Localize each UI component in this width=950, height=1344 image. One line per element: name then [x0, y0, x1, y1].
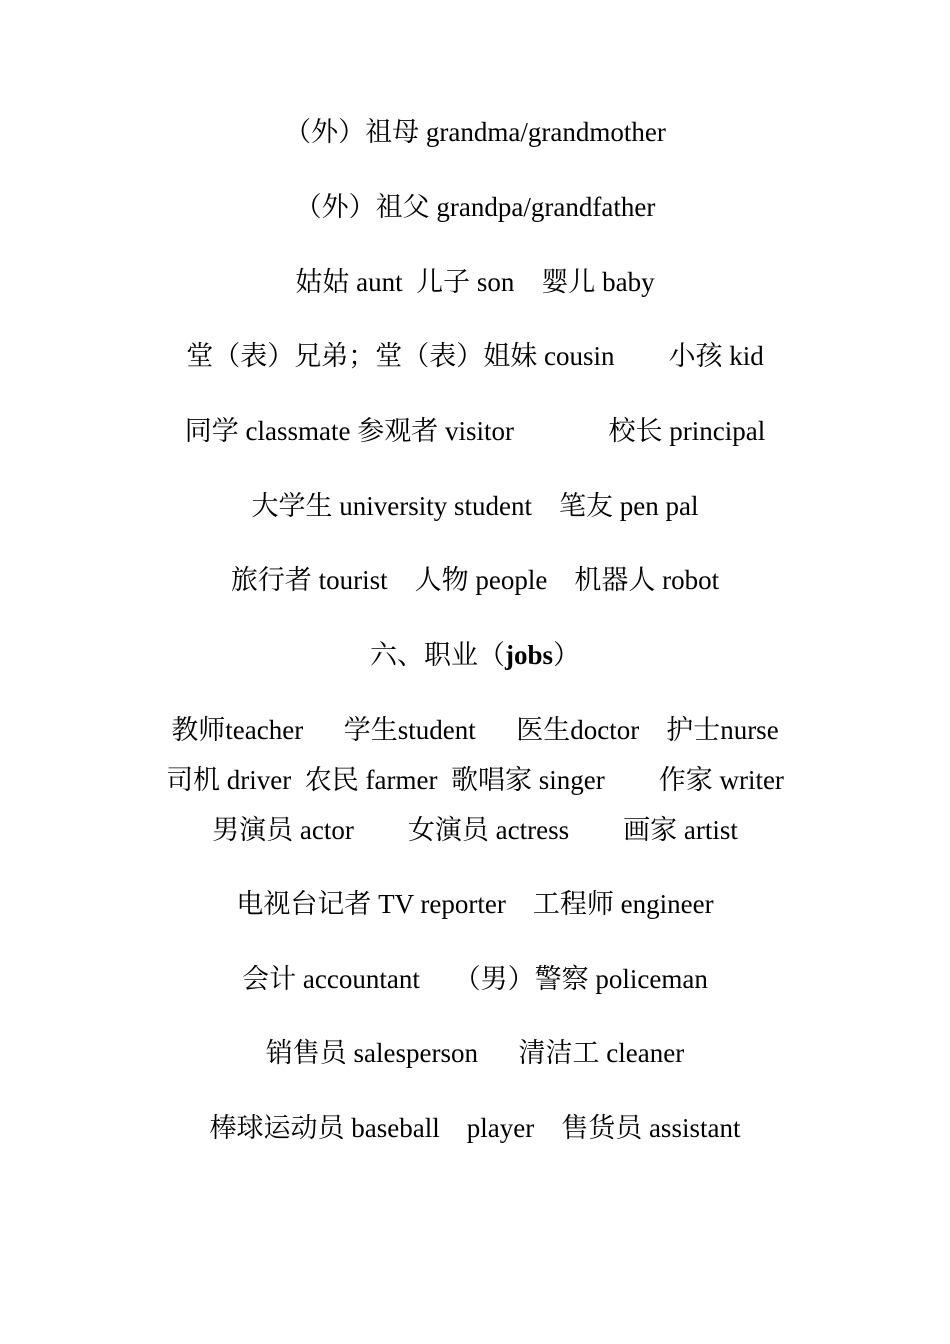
section-heading-bold: jobs: [504, 640, 553, 670]
section-heading-suffix: ）: [553, 640, 580, 670]
vocab-line-salesperson-cleaner: 销售员 salesperson 清洁工 cleaner: [265, 1038, 685, 1068]
vocab-line-accountant-policeman: 会计 accountant （男）警察 policeman: [242, 964, 708, 994]
vocab-line-student-penpal: 大学生 university student 笔友 pen pal: [251, 491, 699, 521]
vocab-line-classmate-visitor-principal: 同学 classmate 参观者 visitor 校长 principal: [184, 416, 766, 446]
vocab-line-actor-actress-artist: 男演员 actor 女演员 actress 画家 artist: [212, 815, 738, 845]
vocab-line-baseball-player-assistant: 棒球运动员 baseball player 售货员 assistant: [209, 1113, 741, 1143]
vocab-line-aunt-son-baby: 姑姑 aunt 儿子 son 婴儿 baby: [295, 267, 655, 297]
vocab-line-driver-farmer-singer-writer: 司机 driver 农民 farmer 歌唱家 singer 作家 writer: [166, 765, 784, 795]
section-heading-jobs: [0, 638, 950, 672]
vocab-line-teacher-student-doctor-nurse: 教师teacher 学生student 医生doctor 护士nurse: [171, 715, 779, 745]
vocab-line-cousin-kid: 堂（表）兄弟；堂（表）姐妹 cousin 小孩 kid: [186, 341, 764, 371]
vocab-line-tourist-people-robot: 旅行者 tourist 人物 people 机器人 robot: [230, 565, 720, 595]
vocab-line-reporter-engineer: 电视台记者 TV reporter 工程师 engineer: [236, 889, 714, 919]
vocab-line-grandfather: （外）祖父 grandpa/grandfather: [294, 192, 656, 222]
section-heading-prefix: 六、职业（: [369, 640, 505, 670]
vocab-line-grandmother: （外）祖母 grandma/grandmother: [284, 117, 666, 147]
